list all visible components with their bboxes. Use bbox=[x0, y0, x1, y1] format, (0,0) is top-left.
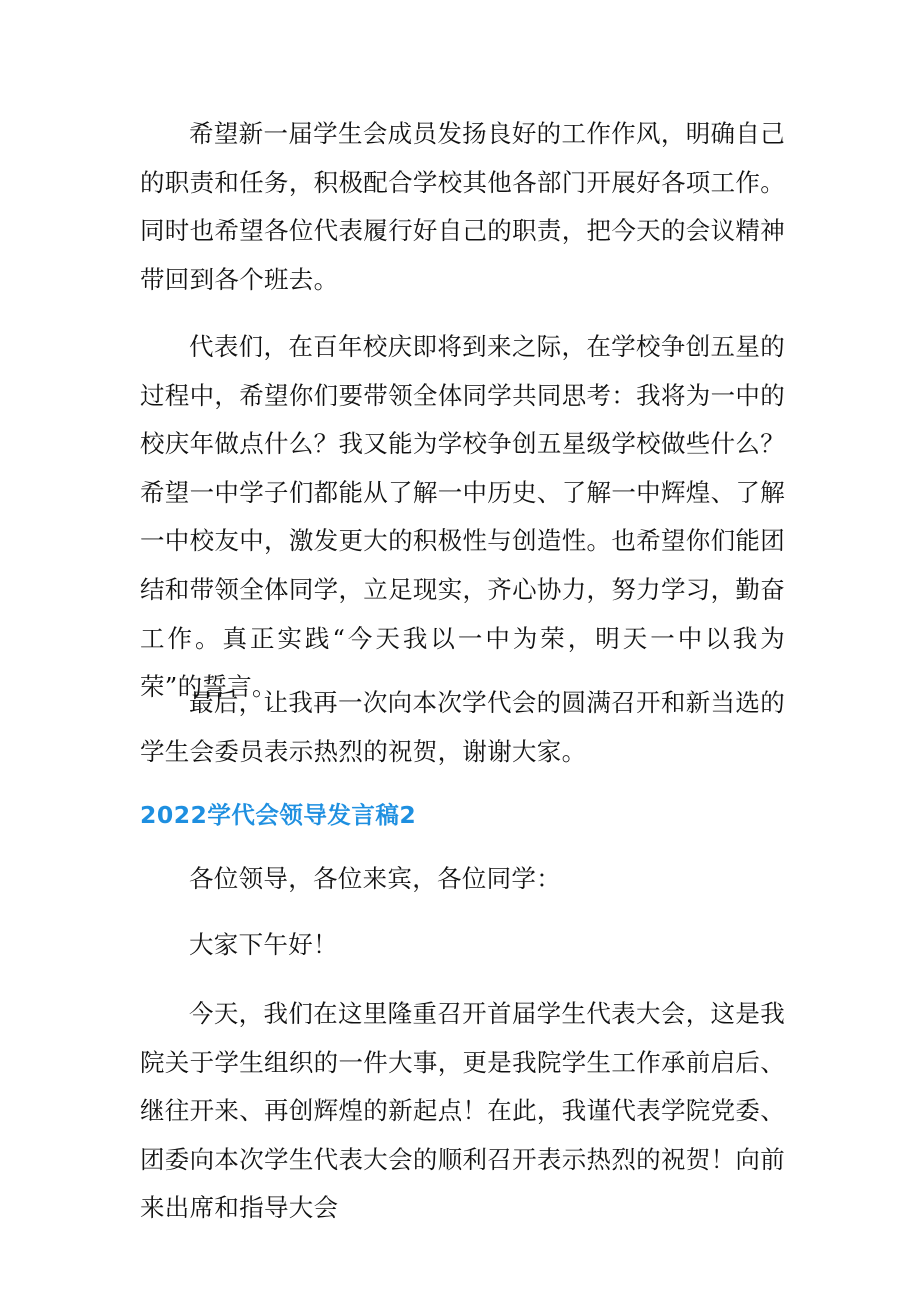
paragraph-closing-congratulations: 最后，让我再一次向本次学代会的圆满召开和新当选的学生会委员表示热烈的祝贺，谢谢大家。 bbox=[140, 688, 785, 766]
paragraph-wishes-for-student-union: 希望新一届学生会成员发扬良好的工作作风，明确自己的职责和任务，积极配合学校其他各部门开展好各项工作。同时也希望各位代表履行好自己的职责，把今天的会议精神带回到各个班去。 bbox=[140, 119, 785, 294]
paragraph-salutation: 各位领导，各位来宾，各位同学： bbox=[189, 864, 561, 893]
paragraph-centennial-anniversary: 代表们，在百年校庆即将到来之际，在学校争创五星的过程中，希望你们要带领全体同学共同思考：我将为一中的校庆年做点什么？我又能为学校争创五星级学校做些什么？希望一中学子们都能从了解一中历史、了解一中辉煌、了解一中校友中，激发更大的积极性与创造性。也希望你们能团结和带领全体同学，立足现实，齐心协力，努力学习，勤奋工作。真正实践“今天我以一中为荣，明天一中以我为荣”的誓言。 bbox=[140, 332, 785, 702]
section-heading: 2022学代会领导发言稿2 bbox=[140, 801, 417, 829]
paragraph-greeting: 大家下午好！ bbox=[189, 930, 338, 959]
paragraph-opening-remarks: 今天，我们在这里隆重召开首届学生代表大会，这是我院关于学生组织的一件大事，更是我院学生工作承前启后、继往开来、再创辉煌的新起点！在此，我谨代表学院党委、团委向本次学生代表大会的顺利召开表示热烈的祝贺！向前来出席和指导大会 bbox=[140, 999, 785, 1223]
